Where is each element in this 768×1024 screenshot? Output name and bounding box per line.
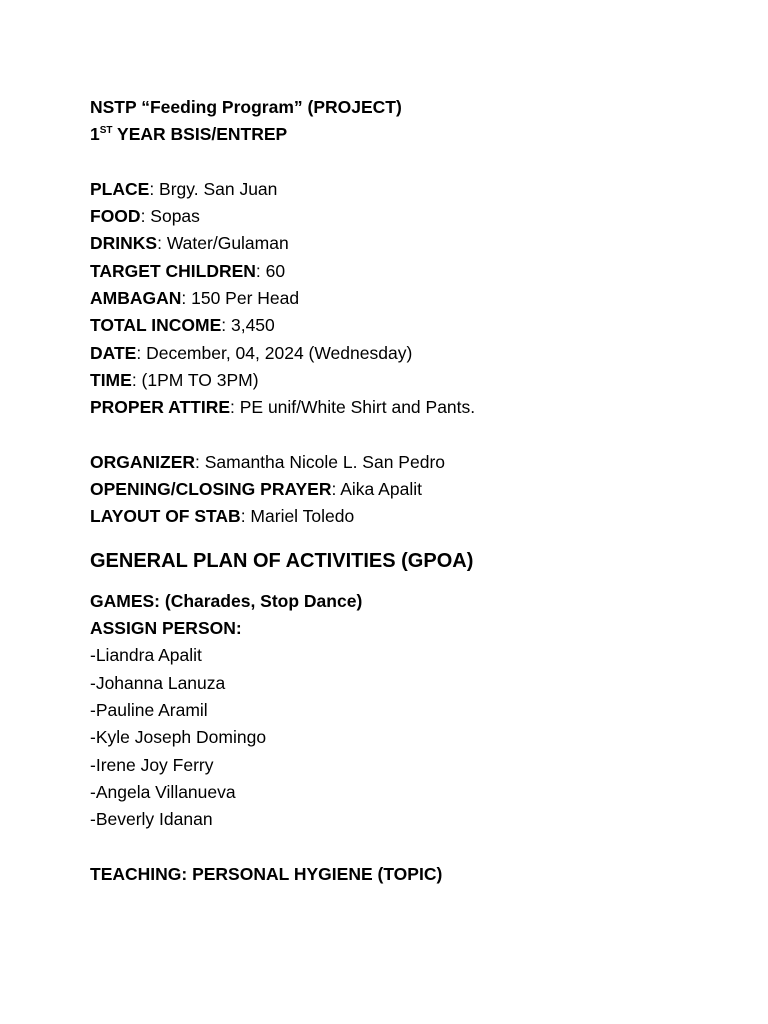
teaching-line: TEACHING: PERSONAL HYGIENE (TOPIC)	[90, 863, 443, 884]
list-item: -Pauline Aramil	[90, 699, 208, 720]
spacer	[90, 422, 710, 449]
detail-value: : (1PM TO 3PM)	[131, 369, 259, 390]
detail-place	[90, 176, 710, 203]
year-section-line	[90, 121, 710, 148]
detail-label: TARGET CHILDREN	[90, 260, 256, 281]
role-layout-of-stab	[90, 503, 710, 530]
detail-value: : 3,450	[221, 315, 275, 336]
detail-time	[90, 367, 710, 394]
detail-value: : PE unif/White Shirt and Pants.	[230, 397, 476, 418]
year-course: YEAR BSIS/ENTREP	[112, 124, 288, 145]
detail-target-children	[90, 258, 710, 285]
detail-value: : Water/Gulaman	[157, 233, 289, 254]
list-item: -Irene Joy Ferry	[90, 754, 214, 775]
role-prayer	[90, 476, 710, 503]
detail-date	[90, 340, 710, 367]
detail-drinks	[90, 230, 710, 257]
role-organizer	[90, 449, 710, 476]
detail-value: : Sopas	[140, 206, 200, 227]
role-value: : Mariel Toledo	[240, 506, 355, 527]
list-item: -Angela Villanueva	[90, 781, 236, 802]
list-item: -Johanna Lanuza	[90, 672, 226, 693]
role-value: : Samantha Nicole L. San Pedro	[195, 451, 446, 472]
detail-label: AMBAGAN	[90, 288, 182, 309]
detail-value: : 150 Per Head	[181, 288, 300, 309]
detail-label: DRINKS	[90, 233, 158, 254]
detail-value: : 60	[255, 260, 286, 281]
spacer	[90, 833, 710, 860]
detail-value: : Brgy. San Juan	[149, 178, 278, 199]
games-line: GAMES: (Charades, Stop Dance)	[90, 590, 363, 611]
year-number: 1	[90, 124, 100, 145]
document-page	[90, 94, 710, 888]
role-label: ORGANIZER	[90, 451, 195, 472]
role-value: : Aika Apalit	[331, 479, 422, 500]
role-label: LAYOUT OF STAB	[90, 506, 241, 527]
detail-food	[90, 203, 710, 230]
detail-label: TIME	[90, 369, 132, 390]
detail-ambagan	[90, 285, 710, 312]
role-label: OPENING/CLOSING PRAYER	[90, 479, 332, 500]
detail-label: FOOD	[90, 206, 141, 227]
list-item: -Liandra Apalit	[90, 645, 202, 666]
assign-person-label: ASSIGN PERSON:	[90, 618, 242, 639]
detail-label: PROPER ATTIRE	[90, 397, 231, 418]
detail-proper-attire	[90, 394, 710, 421]
document-title: NSTP “Feeding Program” (PROJECT)	[90, 97, 402, 117]
detail-label: DATE	[90, 342, 137, 363]
detail-value: : December, 04, 2024 (Wednesday)	[136, 342, 413, 363]
spacer	[90, 149, 710, 176]
detail-label: PLACE	[90, 178, 150, 199]
gpoa-heading: GENERAL PLAN OF ACTIVITIES (GPOA)	[90, 549, 474, 572]
detail-total-income	[90, 312, 710, 339]
list-item: -Beverly Idanan	[90, 809, 213, 830]
year-ordinal-suffix: ST	[99, 125, 113, 137]
list-item: -Kyle Joseph Domingo	[90, 727, 267, 748]
detail-label: TOTAL INCOME	[90, 315, 222, 336]
